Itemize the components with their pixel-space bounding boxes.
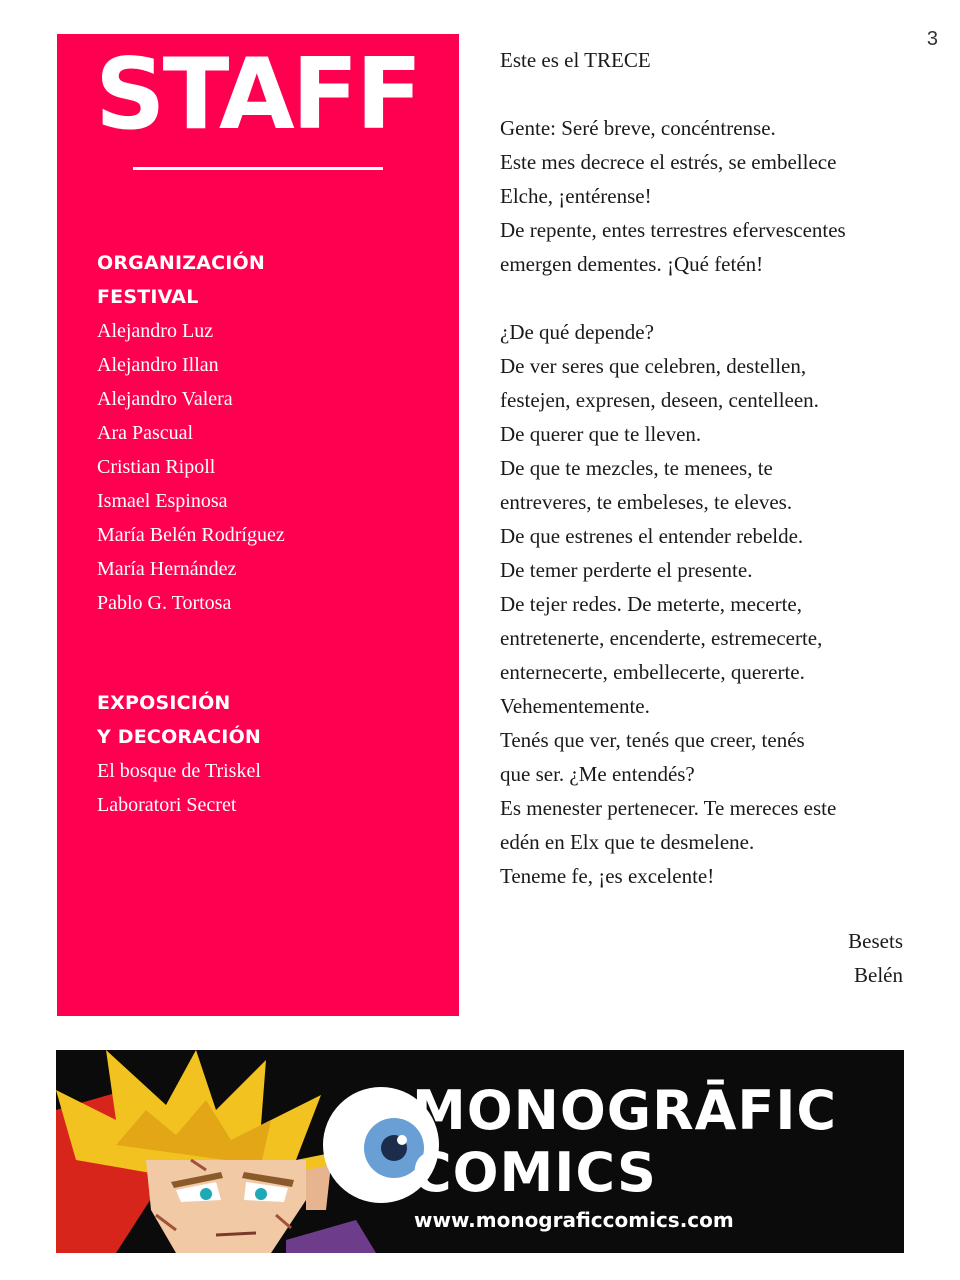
poem-line: emergen dementes. ¡Qué fetén! xyxy=(500,252,764,276)
staff-name: María Belén Rodríguez xyxy=(97,524,285,546)
ad-brand-line: MONOGRĀFIC xyxy=(412,1079,838,1142)
staff-name: Laboratori Secret xyxy=(97,794,237,816)
signature-line: Besets xyxy=(848,929,903,953)
editorial-poem xyxy=(500,43,910,893)
page-number: 3 xyxy=(926,28,938,50)
staff-name: María Hernández xyxy=(97,558,237,580)
section-heading-line: Y DECORACIÓN xyxy=(97,726,262,748)
staff-name: Ismael Espinosa xyxy=(97,490,228,512)
signature xyxy=(848,924,903,992)
staff-name: Ara Pascual xyxy=(97,422,194,444)
poem-line: De que te mezcles, te menees, te xyxy=(500,456,773,480)
staff-name: Alejandro Illan xyxy=(97,354,219,376)
poem-line: entreveres, te embeleses, te eleves. xyxy=(500,490,793,514)
poem-line: enternecerte, embellecerte, quererte. xyxy=(500,660,805,684)
signature-line: Belén xyxy=(854,963,903,987)
section-heading-line: EXPOSICIÓN xyxy=(97,692,231,714)
staff-name: Alejandro Valera xyxy=(97,388,233,410)
poem-line: De que estrenes el entender rebelde. xyxy=(500,524,804,548)
poem-line: Este es el TRECE xyxy=(500,48,651,72)
staff-panel xyxy=(57,34,459,1016)
staff-title: STAFF xyxy=(95,38,420,152)
poem-line: Gente: Seré breve, concéntrense. xyxy=(500,116,776,140)
staff-name-list xyxy=(97,754,261,822)
poem-line: De tejer redes. De meterte, mecerte, xyxy=(500,592,802,616)
staff-name-list xyxy=(97,314,285,620)
poem-line: entretenerte, encenderte, estremecerte, xyxy=(500,626,823,650)
poem-line: De querer que te lleven. xyxy=(500,422,702,446)
staff-name: Alejandro Luz xyxy=(97,320,214,342)
poem-line: edén en Elx que te desmelene. xyxy=(500,830,755,854)
staff-name: Cristian Ripoll xyxy=(97,456,216,478)
staff-name: El bosque de Triskel xyxy=(97,760,261,782)
section-heading-line: ORGANIZACIÓN xyxy=(97,252,266,274)
poem-line: que ser. ¿Me entendés? xyxy=(500,762,695,786)
poem-line: festejen, expresen, deseen, centelleen. xyxy=(500,388,819,412)
poem-stanza-break xyxy=(500,281,910,315)
poem-line: ¿De qué depende? xyxy=(500,320,654,344)
title-divider xyxy=(133,167,383,170)
anime-character-illustration xyxy=(56,1050,456,1253)
poem-line: De ver seres que celebren, destellen, xyxy=(500,354,807,378)
poem-line: Vehementemente. xyxy=(500,694,650,718)
poem-line: Tenés que ver, tenés que creer, tenés xyxy=(500,728,805,752)
section-organizacion-festival xyxy=(97,246,285,620)
poem-line: Elche, ¡entérense! xyxy=(500,184,652,208)
poem-line: De repente, entes terrestres efervescentes xyxy=(500,218,846,242)
ad-url: www.monograficcomics.com xyxy=(414,1208,734,1232)
ad-brand-line: COMICS xyxy=(412,1141,657,1204)
staff-name: Pablo G. Tortosa xyxy=(97,592,232,614)
poem-stanza-break xyxy=(500,77,910,111)
poem-line: De temer perderte el presente. xyxy=(500,558,753,582)
poem-line: Este mes decrece el estrés, se embellece xyxy=(500,150,837,174)
monografic-comics-ad xyxy=(56,1050,904,1253)
section-heading-line: FESTIVAL xyxy=(97,286,199,308)
poem-line: Teneme fe, ¡es excelente! xyxy=(500,864,715,888)
poem-line: Es menester pertenecer. Te mereces este xyxy=(500,796,837,820)
section-exposicion-decoracion xyxy=(97,686,261,822)
